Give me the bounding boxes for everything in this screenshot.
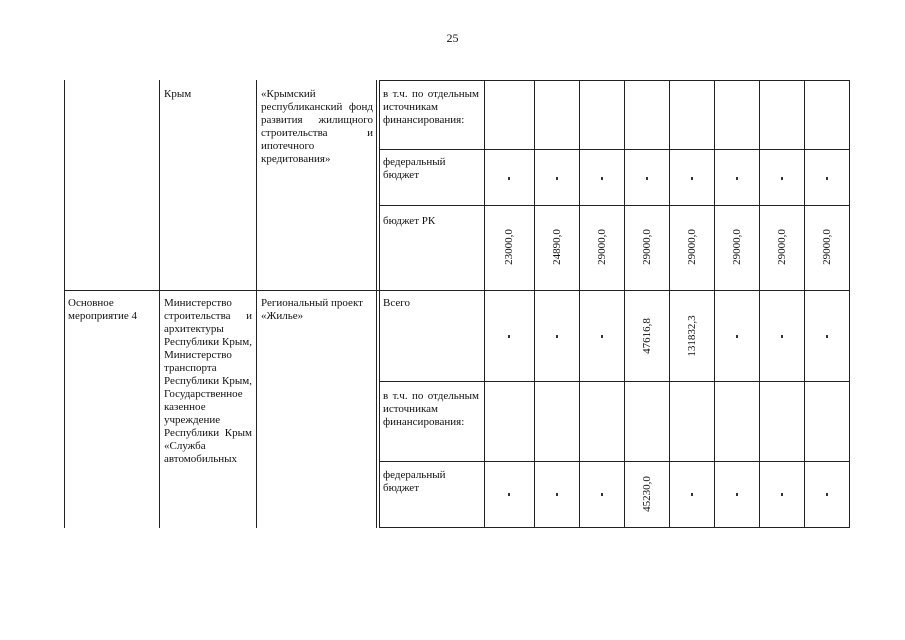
table-divider bbox=[376, 80, 377, 528]
value-cell: 47616,8 bbox=[641, 318, 653, 354]
table-border-left bbox=[64, 80, 65, 528]
empty-value-dash bbox=[826, 335, 828, 338]
value-cell: 29000,0 bbox=[641, 229, 653, 265]
row-border bbox=[379, 381, 850, 382]
empty-value-dash bbox=[601, 177, 603, 180]
participant-cell: «Крымский республиканский фонд развития жилищного строительства и ипотечного кредитования» bbox=[261, 88, 373, 165]
empty-value-dash bbox=[736, 177, 738, 180]
value-cell: 131832,3 bbox=[686, 315, 698, 357]
source-label: федеральный бюджет bbox=[383, 469, 446, 494]
value-cell: 29000,0 bbox=[686, 229, 698, 265]
source-label: федеральный бюджет bbox=[383, 156, 446, 181]
empty-value-dash bbox=[508, 177, 510, 180]
empty-value-dash bbox=[826, 177, 828, 180]
row-border bbox=[379, 149, 850, 150]
empty-value-dash bbox=[601, 335, 603, 338]
row-border bbox=[379, 80, 850, 81]
source-label: в т.ч. по отдельным источникам финансирования: bbox=[383, 390, 479, 428]
value-cell: 29000,0 bbox=[731, 229, 743, 265]
empty-value-dash bbox=[556, 335, 558, 338]
source-label: Всего bbox=[383, 297, 410, 309]
executor-cell: Крым bbox=[164, 88, 192, 100]
row-border bbox=[379, 205, 850, 206]
value-cell: 29000,0 bbox=[821, 229, 833, 265]
value-cell: 45230,0 bbox=[641, 476, 653, 512]
empty-value-dash bbox=[556, 493, 558, 496]
empty-value-dash bbox=[556, 177, 558, 180]
row-border bbox=[379, 527, 850, 528]
value-cell: 23000,0 bbox=[503, 229, 515, 265]
row-border bbox=[64, 290, 850, 291]
empty-value-dash bbox=[601, 493, 603, 496]
empty-value-dash bbox=[691, 493, 693, 496]
measure-name: Основное мероприятие 4 bbox=[68, 297, 138, 322]
row-border bbox=[379, 461, 850, 462]
empty-value-dash bbox=[691, 177, 693, 180]
empty-value-dash bbox=[508, 335, 510, 338]
source-label: в т.ч. по отдельным источникам финансирования: bbox=[383, 88, 479, 126]
empty-value-dash bbox=[646, 177, 648, 180]
empty-value-dash bbox=[781, 335, 783, 338]
page-number: 25 bbox=[446, 31, 459, 45]
executor-cell: Министерство строительства и архитектуры Республики Крым, Министерство транспорта Республики Крым, Государственное казенное учреждение Республики Крым «Служба автомобильных bbox=[164, 297, 252, 465]
empty-value-dash bbox=[781, 493, 783, 496]
empty-value-dash bbox=[736, 493, 738, 496]
value-cell: 29000,0 bbox=[596, 229, 608, 265]
table-divider bbox=[159, 80, 160, 528]
table-divider bbox=[256, 80, 257, 528]
value-cell: 24890,0 bbox=[551, 229, 563, 265]
source-label: бюджет РК bbox=[383, 215, 436, 227]
empty-value-dash bbox=[826, 493, 828, 496]
value-cell: 29000,0 bbox=[776, 229, 788, 265]
empty-value-dash bbox=[781, 177, 783, 180]
empty-value-dash bbox=[736, 335, 738, 338]
participant-cell: Региональный проект «Жилье» bbox=[261, 297, 363, 322]
empty-value-dash bbox=[508, 493, 510, 496]
